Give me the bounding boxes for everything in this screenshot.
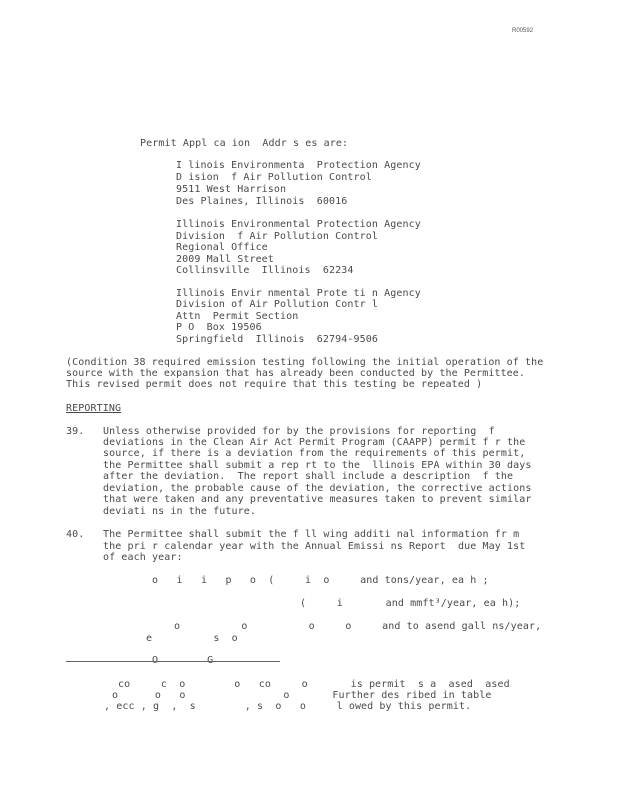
footer-line-2: o o o o Further des ribed in table	[112, 690, 492, 701]
partial-line-1: o i i p o ( i o and tons/year, ea h ;	[152, 575, 489, 586]
item-40-line-3: of each year:	[103, 552, 183, 563]
partial-line-2: ( i and mmft³/year, ea h);	[300, 598, 521, 609]
partial-line-5: O G	[152, 655, 214, 666]
condition-note-line-3: This revised permit does not require that this testing be repeated )	[66, 379, 483, 390]
address-3-line-5: Springfield Illinois 62794-9506	[176, 334, 378, 345]
item-40-line-1: The Permittee shall submit the f ll wing additi nal information fr m	[103, 529, 520, 540]
item-40-number: 40.	[66, 529, 85, 540]
address-2-line-3: Regional Office	[176, 242, 268, 253]
item-39-line-6: deviation, the probable cause of the deviation, the corrective actions	[103, 483, 532, 494]
document-code: R00592	[512, 28, 534, 34]
item-39-line-8: deviati ns in the future.	[103, 506, 257, 517]
address-3-line-2: Division of Air Pollution Contr l	[176, 299, 378, 310]
address-1-line-1: I linois Environmenta Protection Agency	[176, 160, 421, 171]
partial-line-4: e s o	[146, 633, 238, 644]
item-39-line-2: deviations in the Clean Air Act Permit Program (CAAPP) permit f r the	[103, 437, 526, 448]
footer-line-3: , ecc , g , s , s o o l owed by this permit.	[104, 701, 472, 712]
item-39-number: 39.	[66, 426, 85, 437]
address-intro: Permit Appl ca ion Addr s es are:	[140, 138, 349, 149]
address-2-line-1: Illinois Environmental Protection Agency	[176, 219, 421, 230]
item-39-line-7: that were taken and any preventative measures taken to prevent similar	[103, 494, 532, 505]
address-1-line-3: 9511 West Harrison	[176, 184, 287, 195]
item-40-line-2: the pri r calendar year with the Annual Emissi ns Report due May 1st	[103, 541, 526, 552]
partial-line-3: o o o o and to asend gall ns/year,	[174, 621, 542, 632]
item-39-line-3: source, if there is a deviation from the requirements of this permit,	[103, 448, 526, 459]
divider-rule	[66, 661, 280, 662]
address-1-line-2: D ision f Air Pollution Control	[176, 172, 372, 183]
address-3-line-4: P O Box 19506	[176, 322, 262, 333]
address-3-line-3: Attn Permit Section	[176, 311, 299, 322]
address-1-line-4: Des Plaines, Illinois 60016	[176, 196, 348, 207]
reporting-heading: REPORTING	[66, 403, 122, 414]
item-39-line-5: after the deviation. The report shall include a description f the	[103, 471, 514, 482]
address-2-line-5: Collinsville Illinois 62234	[176, 265, 354, 276]
address-2-line-4: 2009 Mall Street	[176, 254, 274, 265]
item-39-line-4: the Permittee shall submit a rep rt to the llinois EPA within 30 days	[103, 460, 532, 471]
address-3-line-1: Illinois Envir nmental Prote ti n Agency	[176, 288, 421, 299]
address-2-line-2: Division f Air Pollution Control	[176, 231, 378, 242]
footer-line-1: co c o o co o is permit s a ased ased	[118, 679, 510, 690]
item-39-line-1: Unless otherwise provided for by the provisions for reporting f	[103, 426, 495, 437]
condition-note-line-2: source with the expansion that has already been conducted by the Permittee.	[66, 368, 526, 379]
condition-note-line-1: (Condition 38 required emission testing following the initial operation of the	[66, 357, 544, 368]
